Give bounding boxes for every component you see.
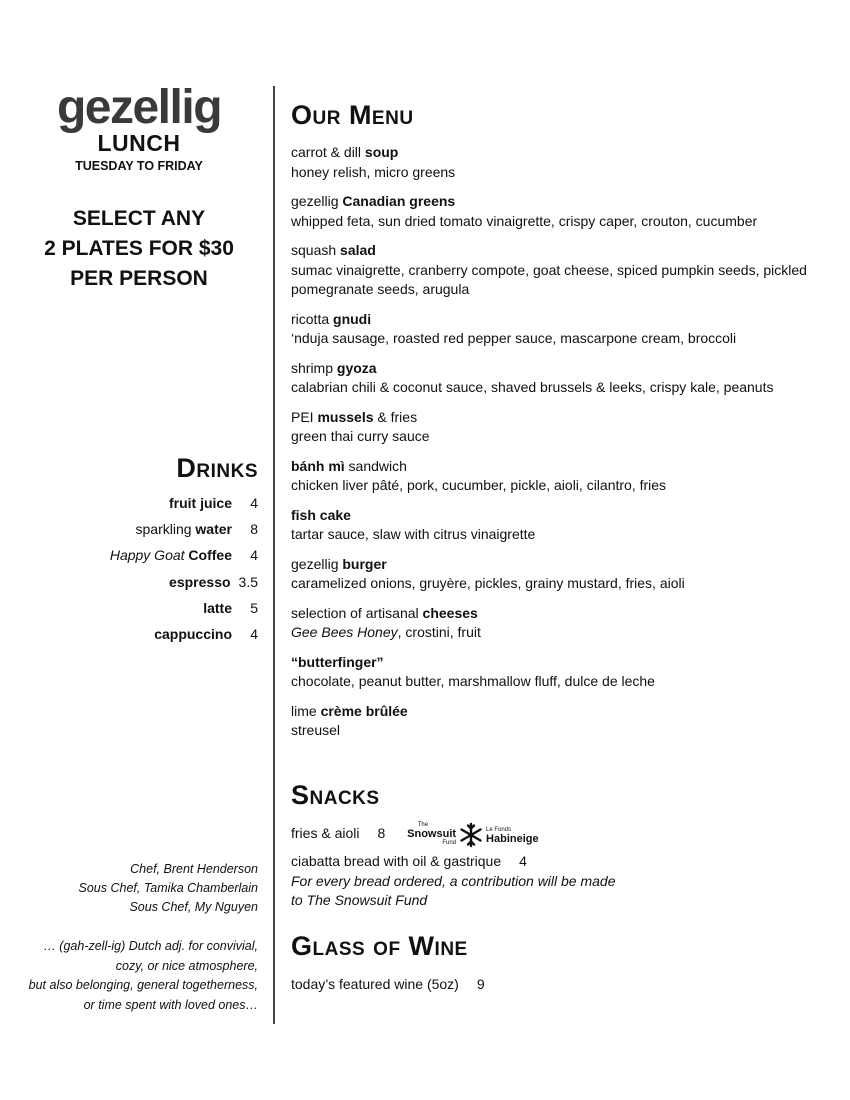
chef-credits xyxy=(0,860,258,917)
drinks-section xyxy=(8,451,258,647)
drink-price: 5 xyxy=(250,599,258,616)
snack-bread-line xyxy=(291,852,616,872)
menu-item xyxy=(291,192,831,231)
item-title-bold: gyoza xyxy=(336,359,377,376)
item-title-plain: lime xyxy=(291,702,321,719)
item-title-bold: gnudi xyxy=(333,310,372,327)
wine-price: 9 xyxy=(476,976,485,992)
wine-name: today’s featured wine (5oz) xyxy=(291,976,459,992)
item-desc-text: whipped feta, sun dried tomato vinaigrette, crispy caper, crouton, cucumber xyxy=(291,212,758,229)
snack-name: fries & aioli xyxy=(291,825,360,842)
item-title-plain: squash xyxy=(291,242,341,258)
credit-line: Chef, Brent Henderson xyxy=(130,862,258,876)
drink-name-italic: Happy Goat xyxy=(109,547,185,564)
definition-line: … (gah-zell-ig) Dutch adj. for convivial, xyxy=(43,939,258,953)
drink-name-bold: latte xyxy=(203,599,232,616)
definition-line: cozy, or nice atmosphere, xyxy=(115,958,258,973)
snowsuit-logo-habineige: Habineige xyxy=(486,832,539,845)
menu-item xyxy=(291,702,831,741)
item-title-plain: gezellig xyxy=(291,555,343,572)
item-desc-text: sumac vinaigrette, cranberry compote, goat cheese, spiced pumpkin seeds, pickled pomegranate seeds, arugula xyxy=(291,261,807,297)
item-desc-text: calabrian chili & coconut sauce, shaved brussels & leeks, crispy kale, peanuts xyxy=(291,379,774,395)
definition-line: but also belonging, general togetherness, xyxy=(28,978,258,992)
menu-item-title xyxy=(291,359,831,379)
offer-line: 2 PLATES FOR $30 xyxy=(44,237,234,260)
drink-price: 3.5 xyxy=(238,573,258,590)
item-desc-text: chocolate, peanut butter, marshmallow fluff, dulce de leche xyxy=(291,673,655,689)
menu-item xyxy=(291,359,831,398)
menu-item-description xyxy=(291,525,831,545)
drinks-heading: Drinks xyxy=(176,453,258,483)
item-desc-text: , crostini, fruit xyxy=(397,624,481,640)
drink-item xyxy=(8,516,258,542)
item-title-bold: fish cake xyxy=(291,506,351,523)
menu-heading: Our Menu xyxy=(291,100,414,130)
item-title-plain: gezellig xyxy=(291,193,343,209)
item-title-bold: crème brûlée xyxy=(320,702,408,719)
wine-heading: Glass of Wine xyxy=(291,931,468,961)
menu-item-title xyxy=(291,604,831,624)
menu-item-description xyxy=(291,212,831,232)
menu-item xyxy=(291,457,831,496)
menu-item-title xyxy=(291,241,831,261)
snowflake-icon xyxy=(459,822,483,848)
drink-item xyxy=(8,621,258,647)
snack-name: ciabatta bread with oil & gastrique xyxy=(291,853,502,869)
drink-name-bold: water xyxy=(195,521,232,538)
drink-name-bold: fruit juice xyxy=(168,495,232,511)
item-title-bold: Canadian greens xyxy=(342,193,456,209)
item-desc-text: honey relish, micro greens xyxy=(291,163,456,180)
menu-item-description xyxy=(291,721,831,741)
offer-line: PER PERSON xyxy=(70,267,208,290)
drink-item xyxy=(8,595,258,621)
item-desc-text: tartar sauce, slaw with citrus vinaigrette xyxy=(291,526,536,542)
item-title-bold: bánh mì xyxy=(291,457,345,474)
item-desc-text: caramelized onions, gruyère, pickles, grainy mustard, fries, aioli xyxy=(291,575,685,591)
drink-item xyxy=(8,569,258,595)
menu-item-description xyxy=(291,329,831,349)
menu-item-title xyxy=(291,310,831,330)
lunch-offer xyxy=(0,204,278,294)
item-title-suffix: sandwich xyxy=(344,457,407,474)
snack-item-fries xyxy=(291,821,539,848)
item-title-plain: carrot & dill xyxy=(291,144,365,160)
item-title-bold: salad xyxy=(340,242,376,258)
menu-item-description xyxy=(291,623,831,643)
item-title-bold: burger xyxy=(342,555,387,572)
snowsuit-logo-name: Snowsuit xyxy=(407,828,457,840)
wine-item xyxy=(291,975,485,995)
menu-item-title xyxy=(291,653,831,673)
menu-item-description xyxy=(291,163,831,183)
item-title-bold: mussels xyxy=(317,408,374,425)
drink-price: 4 xyxy=(250,495,258,511)
menu-item xyxy=(291,555,831,594)
menu-item xyxy=(291,653,831,692)
drink-name-bold: cappuccino xyxy=(154,626,232,643)
item-desc-text: streusel xyxy=(291,722,341,738)
item-title-plain: shrimp xyxy=(291,359,337,376)
left-column xyxy=(0,0,272,1100)
snowsuit-logo-left xyxy=(407,821,456,848)
menu-item-description xyxy=(291,476,831,496)
menu-item-title xyxy=(291,143,831,163)
menu-item-title xyxy=(291,555,831,575)
restaurant-logo: gezellig xyxy=(56,81,222,134)
brand-block xyxy=(0,81,278,294)
menu-list xyxy=(291,143,831,751)
item-title-suffix: & fries xyxy=(373,408,418,425)
menu-item-title xyxy=(291,506,831,526)
column-divider xyxy=(273,86,275,1024)
menu-item-description xyxy=(291,378,831,398)
snack-price: 8 xyxy=(377,825,386,842)
snack-item-bread xyxy=(291,852,616,911)
snowsuit-logo-fund: Fund xyxy=(442,840,457,846)
menu-item-description xyxy=(291,574,831,594)
item-title-bold: soup xyxy=(364,144,399,160)
credit-line: Sous Chef, Tamika Chamberlain xyxy=(78,881,258,895)
item-title-plain: PEI xyxy=(291,408,318,425)
snacks-heading: Snacks xyxy=(291,780,380,810)
menu-item xyxy=(291,506,831,545)
menu-item-description xyxy=(291,427,831,447)
snowsuit-logo-le-fonds: Le Fonds xyxy=(486,826,512,833)
menu-item-title xyxy=(291,192,831,212)
drink-name-plain: sparkling xyxy=(135,521,196,538)
donation-note: to The Snowsuit Fund xyxy=(291,892,428,908)
donation-note: For every bread ordered, a contribution will be made xyxy=(291,872,616,889)
snowsuit-logo-right xyxy=(486,826,539,844)
menu-item-title xyxy=(291,408,831,428)
definition-line: or time spent with loved ones… xyxy=(83,997,258,1012)
drink-item xyxy=(8,542,258,568)
service-days: TUESDAY TO FRIDAY xyxy=(75,159,203,173)
menu-item-title xyxy=(291,457,831,477)
menu-item xyxy=(291,604,831,643)
credit-line: Sous Chef, My Nguyen xyxy=(129,900,258,914)
item-desc-text: green thai curry sauce xyxy=(291,428,430,444)
drink-price: 4 xyxy=(250,547,258,564)
menu-item xyxy=(291,241,831,300)
menu-item xyxy=(291,408,831,447)
drink-price: 4 xyxy=(250,626,258,643)
item-title-bold: cheeses xyxy=(422,604,478,621)
menu-item-description xyxy=(291,261,831,300)
menu-item xyxy=(291,143,831,182)
menu-item-description xyxy=(291,672,831,692)
gezellig-definition xyxy=(0,937,258,1015)
item-title-plain: ricotta xyxy=(291,310,334,327)
item-title-plain: selection of artisanal xyxy=(291,604,423,621)
menu-item-title xyxy=(291,702,831,722)
menu-item xyxy=(291,310,831,349)
item-desc-text: chicken liver pâté, pork, cucumber, pickle, aioli, cilantro, fries xyxy=(291,477,667,493)
drink-item xyxy=(8,490,258,516)
drink-name-bold: Coffee xyxy=(184,547,232,564)
snowsuit-fund-logo xyxy=(407,821,538,848)
service-title: LUNCH xyxy=(97,130,181,156)
item-desc-text: ‘nduja sausage, roasted red pepper sauce, mascarpone cream, broccoli xyxy=(291,330,737,346)
item-desc-italic: Gee Bees Honey xyxy=(291,624,398,640)
offer-line: SELECT ANY xyxy=(72,207,206,230)
snowsuit-logo-the: The xyxy=(417,822,429,828)
snack-price: 4 xyxy=(519,853,527,869)
drink-price: 8 xyxy=(250,521,258,538)
drink-name-bold: espresso xyxy=(169,573,231,590)
item-title-bold: “butterfinger” xyxy=(291,653,384,670)
